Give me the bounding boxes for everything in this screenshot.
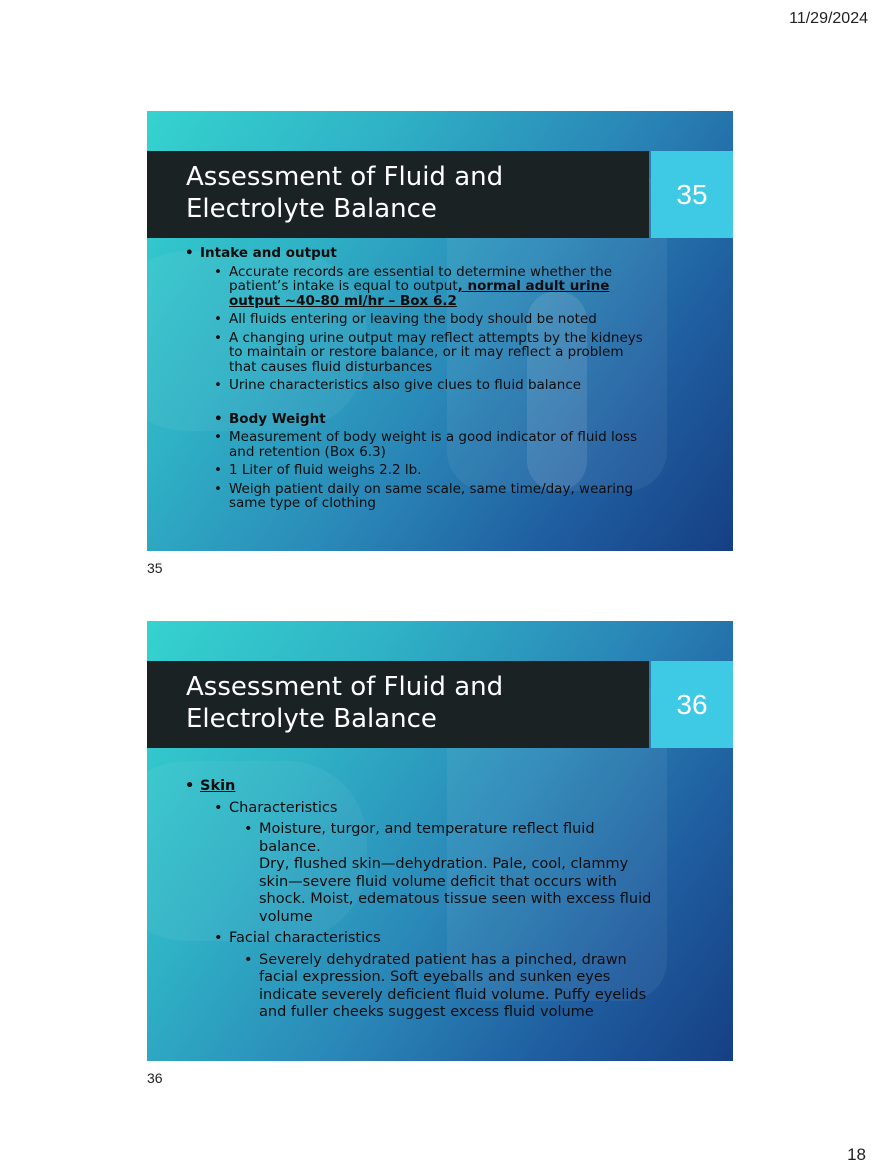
list-item: • Urine characteristics also give clues to fluid balance <box>214 378 653 393</box>
list-item-text: Dry, flushed skin—dehydration. Pale, cool, clammy skin—severe fluid volume deficit that occurs with shock. Moist, edematous tissue seen with excess fluid volume <box>259 856 652 925</box>
list-item <box>214 265 653 309</box>
list-item: • Measurement of body weight is a good indicator of fluid loss and retention (Box 6.3) <box>214 430 653 459</box>
slide-35 <box>147 111 733 551</box>
intake-heading: • Intake and output <box>185 246 653 261</box>
slide-number-badge: 35 <box>651 151 733 238</box>
slide-title: Assessment of Fluid and Electrolyte Balance <box>186 672 504 734</box>
list-item: • 1 Liter of fluid weighs 2.2 lb. <box>214 463 653 478</box>
page-date: 11/29/2024 <box>789 10 868 27</box>
slide-title-bar <box>147 661 649 748</box>
list-item: • A changing urine output may reflect attempts by the kidneys to maintain or restore balance, or it may reflect a problem that causes fluid disturbances <box>214 331 653 375</box>
slide-caption-36: 36 <box>147 1070 163 1086</box>
skin-heading: • Skin <box>185 778 653 796</box>
weight-heading: • Body Weight <box>214 412 653 427</box>
list-item <box>244 821 653 926</box>
list-item-text: Accurate records are essential to determine whether the patient’s intake is equal to output <box>229 263 613 294</box>
list-item: • Characteristics <box>214 800 653 818</box>
slide-caption-35: 35 <box>147 560 163 576</box>
list-item: • Severely dehydrated patient has a pinched, drawn facial expression. Soft eyeballs and sunken eyes indicate severely deficient fluid volume. Puffy eyelids and fuller cheeks suggest excess fluid volume <box>244 952 653 1022</box>
slide-title: Assessment of Fluid and Electrolyte Balance <box>186 162 504 224</box>
list-item-text: • Moisture, turgor, and temperature reflect fluid balance. <box>259 821 595 855</box>
list-item: • Facial characteristics <box>214 930 653 948</box>
list-item: • All fluids entering or leaving the body should be noted <box>214 312 653 327</box>
slide-number-badge: 36 <box>651 661 733 748</box>
urine-output-emphasis: , normal adult urine output ~40-80 ml/hr – Box 6.2 <box>229 278 610 309</box>
page-number: 18 <box>847 1145 866 1164</box>
list-item: • Weigh patient daily on same scale, same time/day, wearing same type of clothing <box>214 482 653 511</box>
slide-content <box>185 778 653 1026</box>
slide-title-bar <box>147 151 649 238</box>
slide-content <box>185 246 653 515</box>
slide-36 <box>147 621 733 1061</box>
